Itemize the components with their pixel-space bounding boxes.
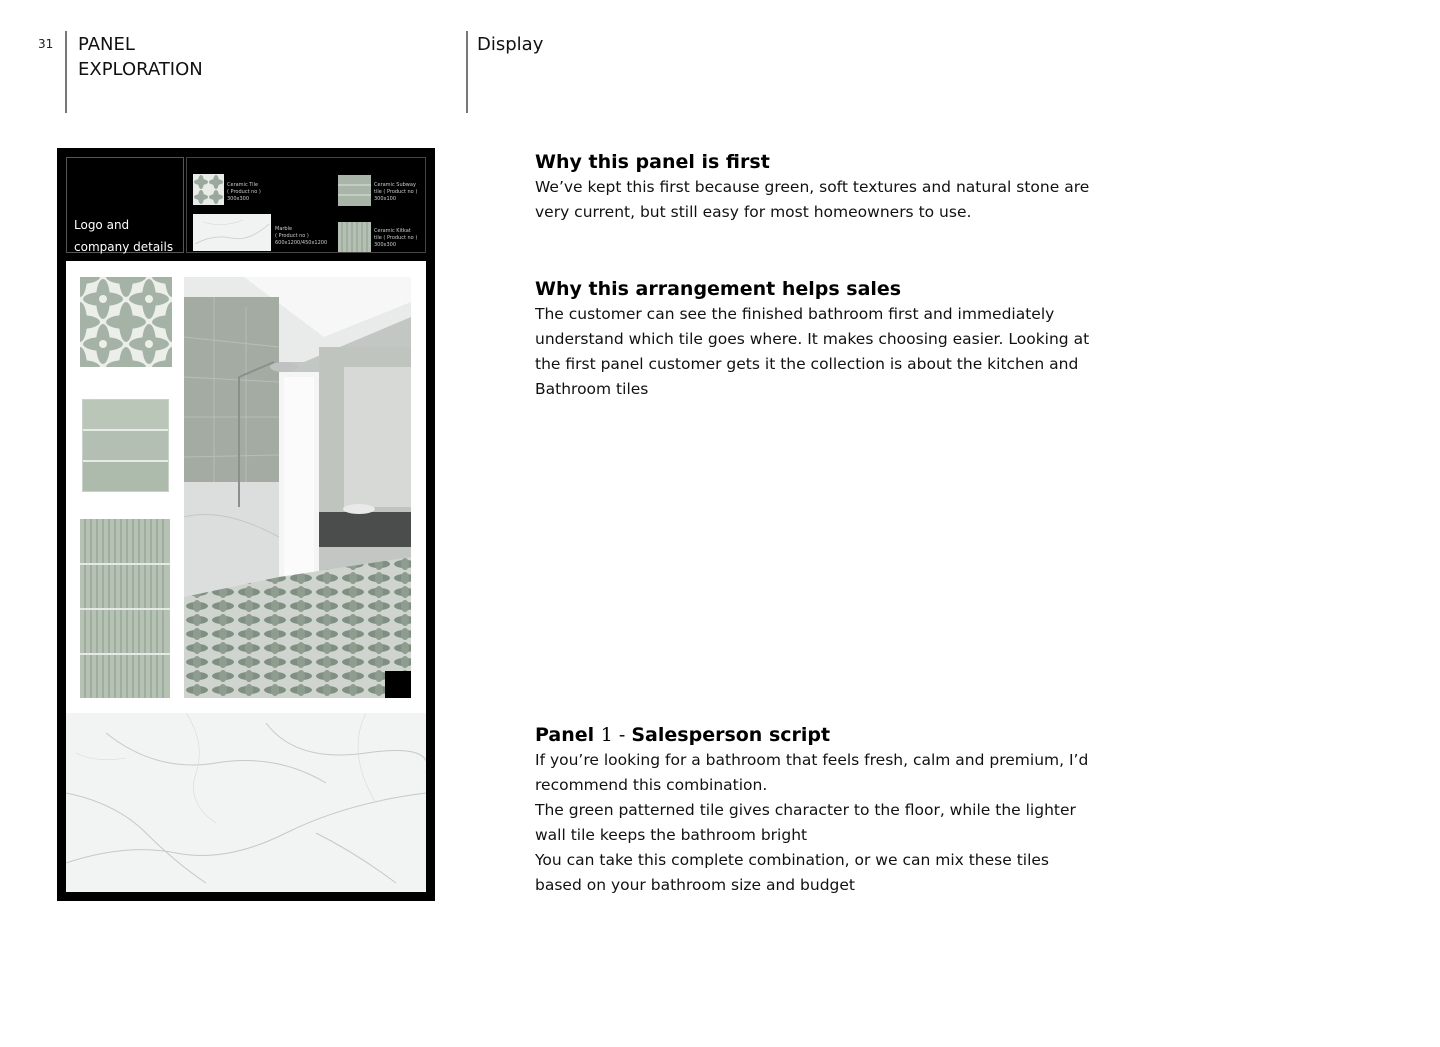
subway-tile-swatch <box>338 175 371 206</box>
marble-swatch <box>193 214 271 251</box>
heading-part: Salesperson script <box>631 724 831 746</box>
block-paragraph: The green patterned tile gives character to the floor, while the lighter wall tile keeps the bathroom bright <box>535 801 1076 844</box>
brand-text <box>74 214 184 258</box>
block-paragraph: We’ve kept this first because green, soft textures and natural stone are very current, but still easy for most homeowners to use. <box>535 178 1090 221</box>
heading-part: 1 - <box>600 724 632 746</box>
header-divider <box>466 31 468 113</box>
bathroom-render-image <box>184 277 411 698</box>
section-title-line2: EXPLORATION <box>78 59 203 80</box>
header-divider <box>65 31 67 113</box>
subsection-title: Display <box>477 34 544 55</box>
brand-line1: Logo and <box>74 218 130 232</box>
page-number: 31 <box>38 37 54 51</box>
product-legend <box>186 157 426 253</box>
patterned-tile-swatch <box>193 174 224 205</box>
block-paragraph: The customer can see the finished bathroom first and immediately understand which tile goes where. It makes choosing easier. Looking at the first panel customer gets it the collection is about the kitchen and Bathroom tiles <box>535 305 1090 398</box>
brand-box <box>66 157 184 253</box>
text-block-why-first <box>535 149 1095 225</box>
patterned-tile-sample <box>80 277 172 367</box>
display-panel-mockup <box>57 148 435 901</box>
kitkat-tile-sample <box>80 519 170 698</box>
section-title-line1: PANEL <box>78 34 135 55</box>
block-paragraph: You can take this complete combination, or we can mix these tiles based on your bathroom size and budget <box>535 851 1050 894</box>
subway-tile-sample <box>82 399 169 492</box>
brand-line2: company details <box>74 240 174 254</box>
block-paragraph: If you’re looking for a bathroom that feels fresh, calm and premium, I’d recommend this combination. <box>535 751 1089 794</box>
text-block-salesperson-script <box>535 722 1095 898</box>
text-block-arrangement <box>535 276 1095 402</box>
heading-part: Panel <box>535 724 601 746</box>
block-heading: Why this panel is first <box>535 151 770 173</box>
product-label: Ceramic Kitkat tile ( Product no ) 300x300 <box>374 228 418 248</box>
product-label: Marble ( Product no ) 600x1200/450x1200 <box>275 226 328 246</box>
product-label: Ceramic Tile ( Product no ) 300x300 <box>227 182 261 202</box>
product-label: Ceramic Subway tile ( Product no ) 300x100 <box>374 182 418 202</box>
block-heading: Why this arrangement helps sales <box>535 278 902 300</box>
section-title <box>78 32 378 82</box>
block-heading <box>535 722 1095 748</box>
panel-main-area <box>66 261 426 713</box>
marble-slab-image <box>66 713 426 892</box>
kitkat-tile-swatch <box>338 222 371 252</box>
